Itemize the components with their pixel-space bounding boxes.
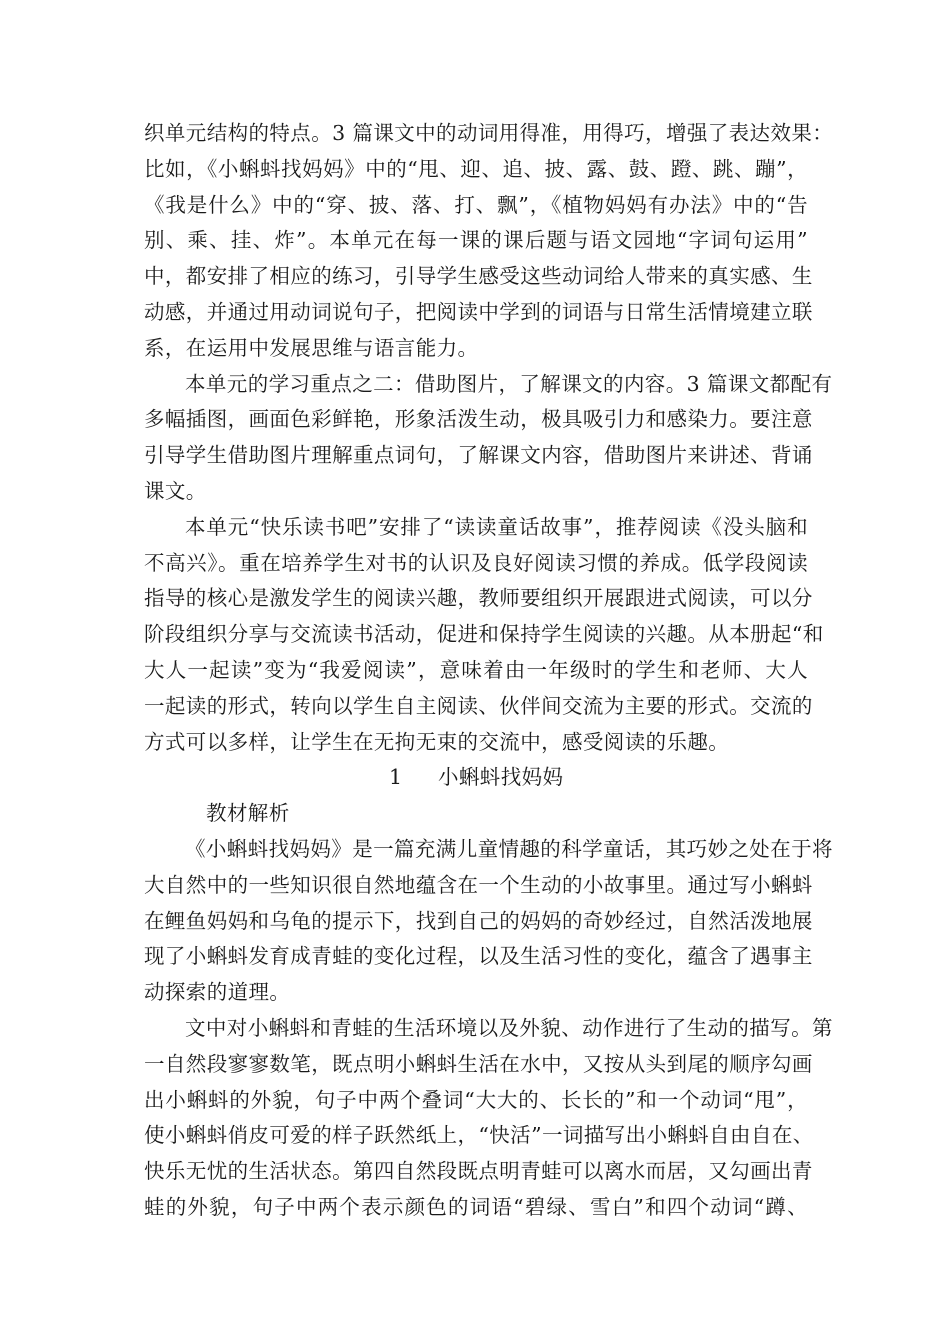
text-line: 多幅插图，画面色彩鲜艳，形象活泼生动，极具吸引力和感染力。要注意	[144, 407, 813, 432]
text-line: 蛙的外貌，句子中两个表示颜色的词语“碧绿、雪白”和四个动词“蹲、	[144, 1194, 808, 1219]
text-line: 大自然中的一些知识很自然地蕴含在一个生动的小故事里。通过写小蝌蚪	[144, 872, 813, 897]
document-page	[144, 116, 834, 1226]
text-line: 指导的核心是激发学生的阅读兴趣，教师要组织开展跟进式阅读，可以分	[144, 586, 813, 611]
text-line: 方式可以多样，让学生在无拘无束的交流中，感受阅读的乐趣。	[144, 729, 730, 754]
lesson-number: 1	[389, 765, 403, 790]
text-line: 《我是什么》中的“穿、披、落、打、飘”，《植物妈妈有办法》中的“告	[144, 192, 808, 217]
text-line: 一自然段寥寥数笔，既点明小蝌蚪生活在水中，又按从头到尾的顺序勾画	[144, 1051, 813, 1076]
text-line: 别、乘、挂、炸”。本单元在每一课的课后题与语文园地“字词句运用”	[144, 228, 808, 253]
text-line: 系，在运用中发展思维与语言能力。	[144, 335, 479, 360]
text-line: 使小蝌蚪俏皮可爱的样子跃然纸上，“快活”一词描写出小蝌蚪自由自在、	[144, 1123, 814, 1148]
text-line: 出小蝌蚪的外貌，句子中两个叠词“大大的、长长的”和一个动词“甩”，	[144, 1087, 808, 1112]
paragraph-unit-structure	[144, 116, 834, 367]
text-line: 课文。	[144, 478, 207, 503]
text-line: 不高兴》。重在培养学生对书的认识及良好阅读习惯的养成。低学段阅读	[144, 550, 808, 575]
text-line: 本单元“快乐读书吧”安排了“读读童话故事”，推荐阅读《没头脑和	[185, 514, 808, 539]
lesson-title-text: 小蝌蚪找妈妈	[438, 765, 564, 790]
text-line: 动探索的道理。	[144, 980, 291, 1005]
text-line: 《小蝌蚪找妈妈》是一篇充满儿童情趣的科学童话，其巧妙之处在于将	[185, 836, 833, 861]
text-line: 中，都安排了相应的练习，引导学生感受这些动词给人带来的真实感、生	[144, 264, 813, 289]
text-line: 本单元的学习重点之二：借助图片，了解课文的内容。3 篇课文都配有	[185, 371, 833, 396]
paragraph-focus-two	[144, 367, 833, 510]
text-line: 阶段组织分享与交流读书活动，促进和保持学生阅读的兴趣。从本册起“和	[144, 622, 824, 647]
paragraph-lesson-intro	[144, 832, 833, 1011]
text-line: 动感，并通过用动词说句子，把阅读中学到的词语与日常生活情境建立联	[144, 299, 813, 324]
lesson-title	[144, 760, 808, 796]
paragraph-reading-bar	[144, 510, 824, 761]
paragraph-lesson-description	[144, 1011, 833, 1226]
text-line: 快乐无忧的生活状态。第四自然段既点明青蛙可以离水而居，又勾画出青	[144, 1159, 813, 1184]
text-line: 一起读的形式，转向以学生自主阅读、伙伴间交流为主要的形式。交流的	[144, 693, 813, 718]
text-line: 大人一起读”变为“我爱阅读”，意味着由一年级时的学生和老师、大人	[144, 657, 808, 682]
section-subheading: 教材解析	[206, 801, 290, 826]
text-line: 现了小蝌蚪发育成青蛙的变化过程，以及生活习性的变化，蕴含了遇事主	[144, 944, 813, 969]
text-line: 织单元结构的特点。3 篇课文中的动词用得准，用得巧，增强了表达效果：	[144, 121, 834, 145]
text-line: 比如，《小蝌蚪找妈妈》中的“甩、迎、追、披、露、鼓、蹬、跳、蹦”，	[144, 156, 808, 181]
text-line: 文中对小蝌蚪和青蛙的生活环境以及外貌、动作进行了生动的描写。第	[185, 1015, 833, 1040]
text-line: 引导学生借助图片理解重点词句，了解课文内容，借助图片来讲述、背诵	[144, 443, 813, 468]
text-line: 在鲤鱼妈妈和乌龟的提示下，找到自己的妈妈的奇妙经过，自然活泼地展	[144, 908, 813, 933]
